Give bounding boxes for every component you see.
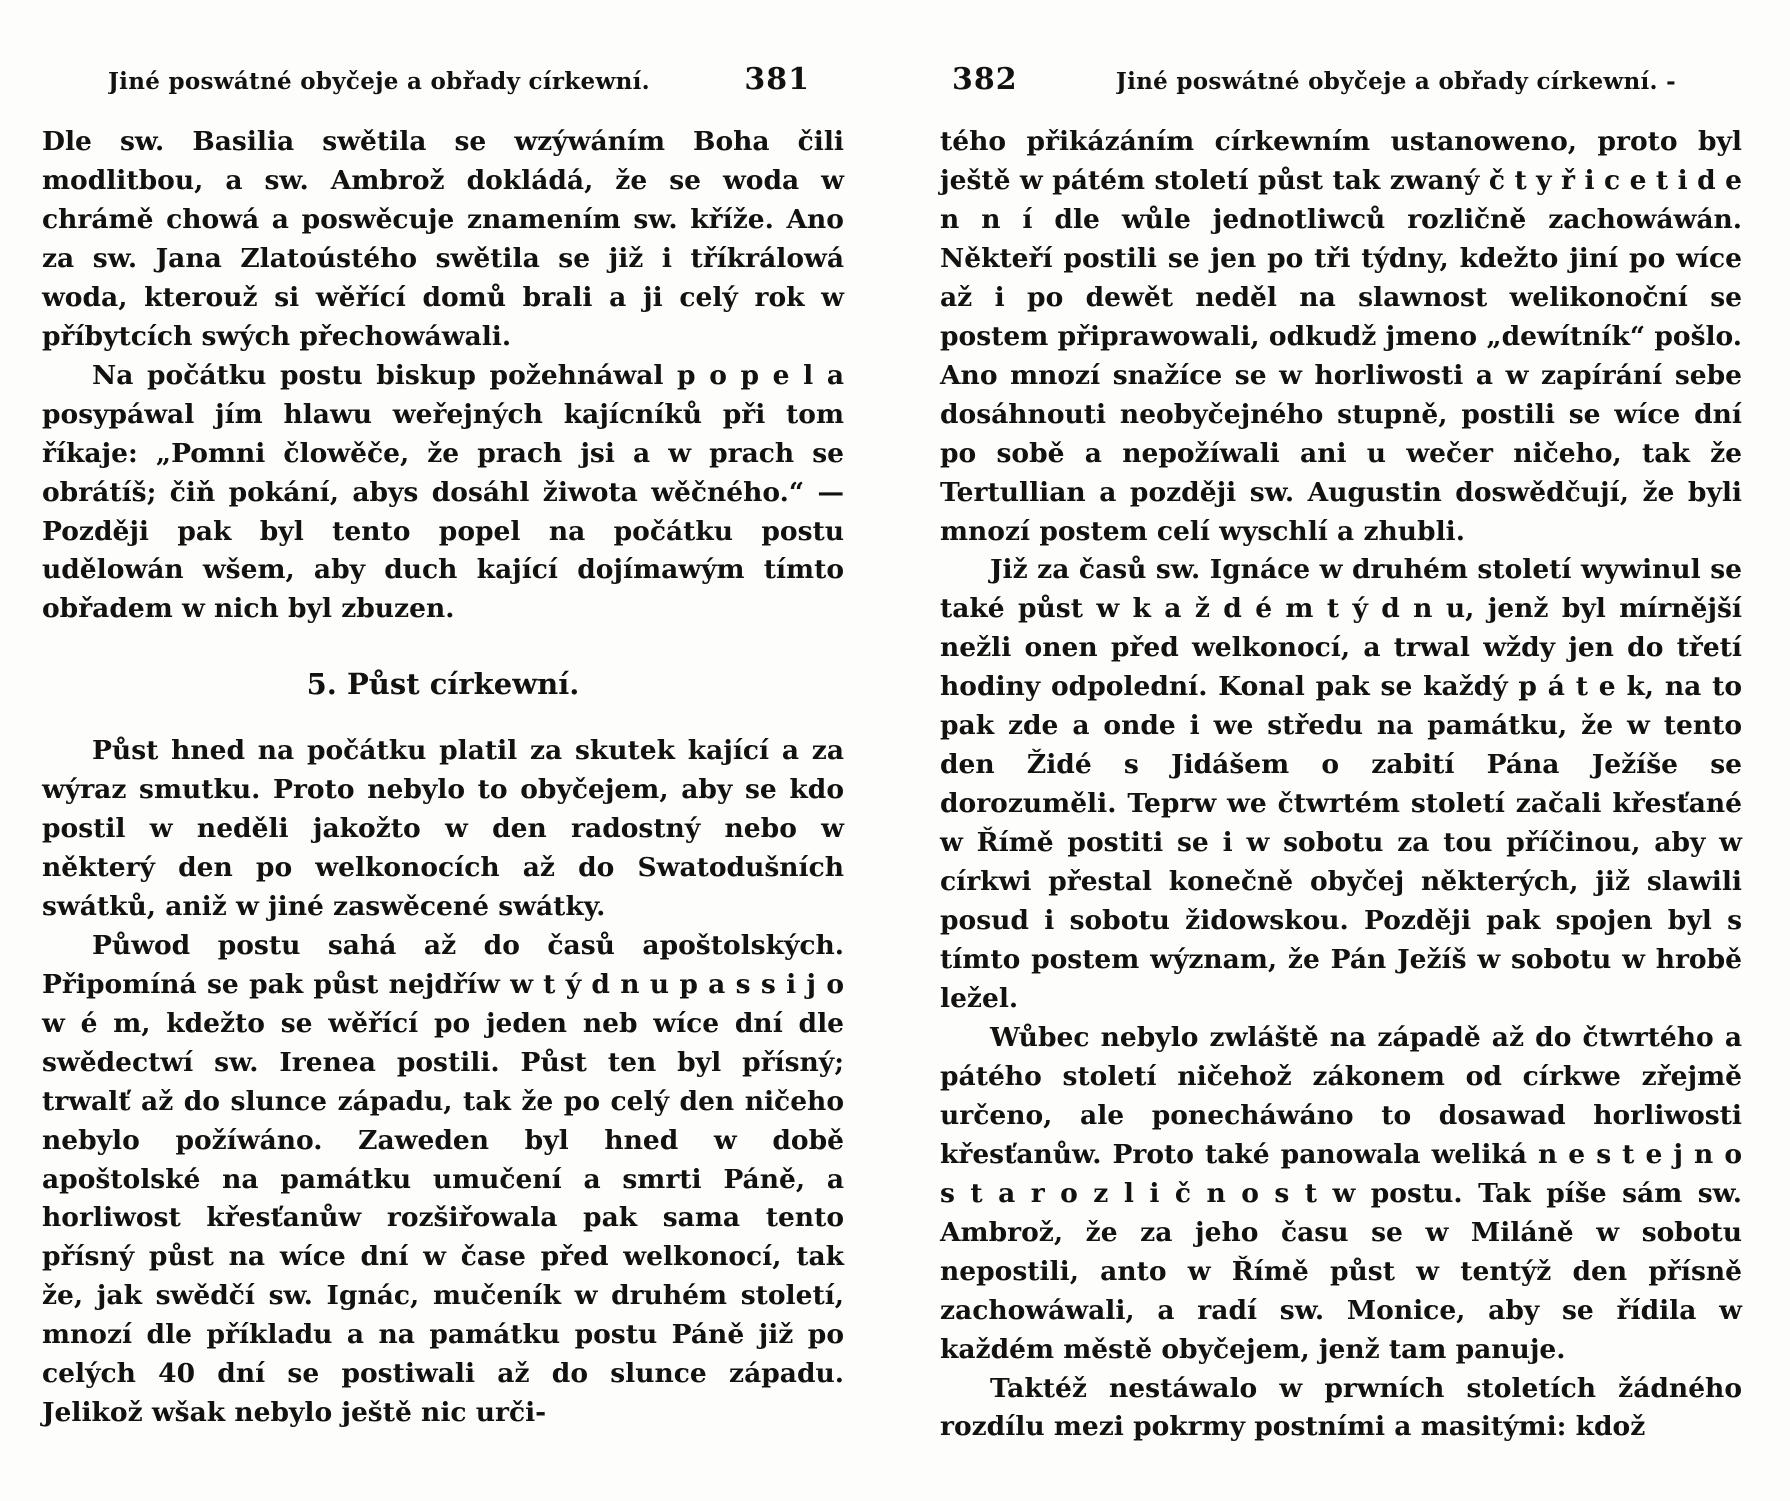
right-page-header [940, 62, 1742, 97]
paragraph: tého přikázáním církewním ustanoweno, proto byl ještě w pátém století půst tak zwaný č t y ř i c e t i d e n n í dle wůle jednotliwců rozličně zachowáwán. Někteří postili se jen po tři týdny, kdežto jiní po wíce až i po dewět neděl na slawnost welikonoční se postem připrawowali, odkudž jmeno „dewítník“ pošlo. Ano mnozí snažíce se w horliwosti a w zapírání sebe dosáhnouti neobyčejného stupně, postili se wíce dní po sobě a nepožíwali ani u wečer ničeho, tak že Tertullian a později sw. Augustin doswědčují, že byli mnozí postem celí wyschlí a zhubli. [940, 126, 1742, 547]
section-heading: 5. Půst církewní. [306, 667, 580, 702]
left-page-number: 381 [744, 62, 810, 97]
right-page-body [940, 123, 1742, 1447]
paragraph: Půst hned na počátku platil za skutek kající a za wýraz smutku. Proto nebylo to obyčejem, aby se kdo postil w neděli jakožto w den radostný nebo w některý den po welkonocích až do Swatodušních swátků, aniž w jiné zaswěcené swátky. [42, 735, 844, 922]
paragraph: Wůbec nebylo zwláště na západě až do čtwrtého a pátého století ničehož zákonem od církwe zřejmě určeno, ale ponecháwáno to dosawad horliwosti křesťanůw. Proto také panowala weliká n e s t e j n o s t a r o z l i č n o s t w postu. Tak píše sám sw. Ambrož, že za jeho času se w Miláně w sobotu nepostili, anto w Římě půst w tentýž den přísně zachowáwali, a radí sw. Monice, aby se řídila w každém městě obyčejem, jenž tam panuje. [940, 1021, 1742, 1365]
paragraph: Na počátku postu biskup požehnáwal p o p e l a posypáwal jím hlawu weřejných kajícníků při tom říkaje: „Pomni člowěče, že prach jsi a w prach se obrátíš; čiň pokání, abys dosáhl žiwota wěčného.“ — Později pak byl tento popel na počátku postu udělowán wšem, aby duch kající dojímawým tímto obřadem w nich byl zbuzen. [42, 359, 844, 625]
left-page [42, 62, 844, 1501]
right-page-number: 382 [952, 62, 1018, 97]
paragraph: Dle sw. Basilia swětila se wzýwáním Boha čili modlitbou, a sw. Ambrož dokládá, že se woda w chrámě chowá a poswěcuje znamením sw. kříže. Ano za sw. Jana Zlatoústého swětila se již i tříkrálowá woda, kterouž si wěřící domů brali a ji celý rok w příbytcích swých přechowáwali. [42, 126, 844, 352]
paragraph: Půwod postu sahá až do časů apoštolských. Připomíná se pak půst nejdříw w t ý d n u p a s s i j o w é m, kdežto se wěřící po jeden neb wíce dní dle swědectwí sw. Irenea postili. Půst ten byl přísný; trwalť až do slunce západu, tak že po celý den ničeho nebylo požíwáno. Zaweden byl hned w době apoštolské na památku umučení a smrti Páně, a horliwost křesťanůw rozšiřowala pak sama tento přísný půst na wíce dní w čase před welkonocí, tak že, jak swědčí sw. Ignác, mučeník w druhém století, mnozí dle příkladu a na památku postu Páně již po celých 40 dní se postiwali až do slunce západu. Jelikož wšak nebylo ještě nic urči- [42, 929, 844, 1429]
right-page [940, 62, 1742, 1501]
left-page-title: Jiné poswátné obyčeje a obřady církewní. [108, 68, 650, 95]
paragraph: Již za časů sw. Ignáce w druhém století wywinul se také půst w k a ž d é m t ý d n u, jenž byl mírnější nežli onen před welkonocí, a trwal wždy jen do třetí hodiny odpolední. Konal pak se každý p á t e k, na to pak zde a onde i we středu na památku, že w tento den Židé s Jidášem o zabití Pána Ježíše se dorozuměli. Teprw we čtwrtém století začali křesťané w Římě postiti se i w sobotu za tou příčinou, aby w církwi přestal konečně obyčej některých, již slawili posud i sobotu židowskou. Později pak spojen byl s tímto postem wýznam, že Pán Ježíš w sobotu w hrobě ležel. [940, 554, 1742, 1014]
left-page-body [42, 123, 844, 1433]
paragraph: Taktéž nestáwalo w prwních stoletích žádného rozdílu mezi pokrmy postními a masitými: kdož [940, 1372, 1742, 1443]
right-page-title: Jiné poswátné obyčeje a obřady církewní. - [1115, 68, 1676, 95]
left-page-header [42, 62, 844, 97]
